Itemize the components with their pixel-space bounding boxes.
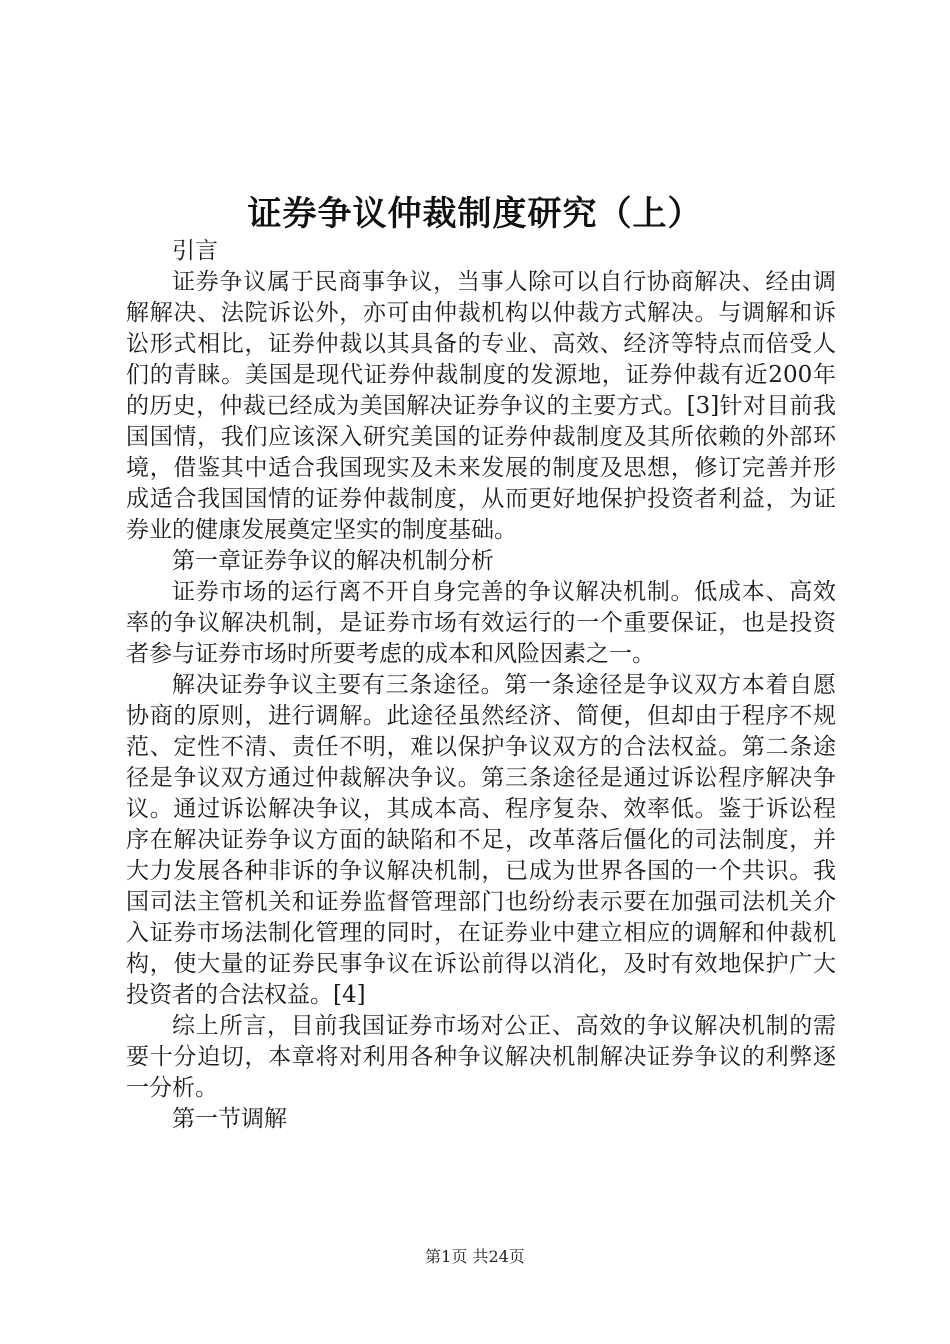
paragraph-chapter1-a: 证券市场的运行离不开自身完善的争议解决机制。低成本、高效率的争议解决机制，是证券市场有效运行的一个重要保证，也是投资者参与证券市场时所要考虑的成本和风险因素之一。 [126,579,836,667]
chapter-heading-1: 第一章证券争议的解决机制分析 [172,548,494,574]
page-number-footer: 第1页 共24页 [425,1247,525,1266]
paragraph-chapter1-b: 解决证券争议主要有三条途径。第一条途径是争议双方本着自愿协商的原则，进行调解。此途径虽然经济、简便，但却由于程序不规范、定性不清、责任不明，难以保护争议双方的合法权益。第二条途径是争议双方通过仲裁解决争议。第三条途径是通过诉讼程序解决争议。通过诉讼解决争议，其成本高、程序复杂、效率低。鉴于诉讼程序在解决证券争议方面的缺陷和不足，改革落后僵化的司法制度，并大力发展各种非诉的争议解决机制，已成为世界各国的一个共识。我国司法主管机关和证券监督管理部门也纷纷表示要在加强司法机关介入证券市场法制化管理的同时，在证券业中建立相应的调解和仲裁机构，使大量的证券民事争议在诉讼前得以消化，及时有效地保护广大投资者的合法权益。[4] [126,672,836,1008]
section-heading-intro: 引言 [172,238,218,264]
paragraph-intro: 证券争议属于民商事争议，当事人除可以自行协商解决、经由调解解决、法院诉讼外，亦可由仲裁机构以仲裁方式解决。与调解和诉讼形式相比，证券仲裁以其具备的专业、高效、经济等特点而倍受人们的青睐。美国是现代证券仲裁制度的发源地，证券仲裁有近200年的历史，仲裁已经成为美国解决证券争议的主要方式。[3]针对目前我国国情，我们应该深入研究美国的证券仲裁制度及其所依赖的外部环境，借鉴其中适合我国现实及未来发展的制度及思想，修订完善并形成适合我国国情的证券仲裁制度，从而更好地保护投资者利益，为证券业的健康发展奠定坚实的制度基础。 [126,269,836,543]
document-body [126,236,836,1135]
section-heading-mediation: 第一节调解 [172,1106,287,1132]
document-title: 证券争议仲裁制度研究（上） [247,194,703,234]
paragraph-chapter1-c: 综上所言，目前我国证券市场对公正、高效的争议解决机制的需要十分迫切，本章将对利用各种争议解决机制解决证券争议的利弊逐一分析。 [126,1013,836,1101]
